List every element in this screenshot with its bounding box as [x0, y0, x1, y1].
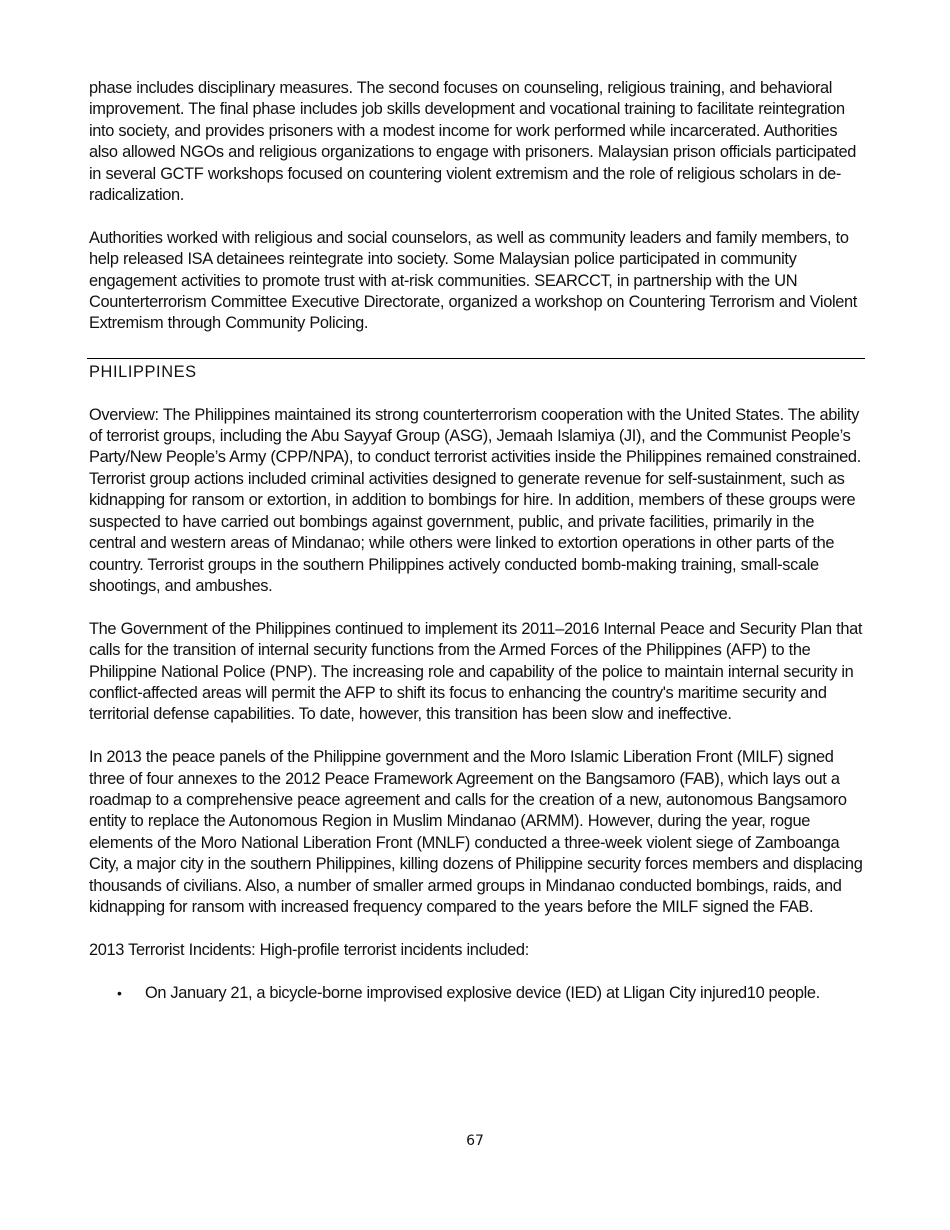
paragraph-spacer: [89, 726, 863, 747]
body-paragraph: In 2013 the peace panels of the Philippine government and the Moro Islamic Liberation Front (MILF) signed three of four annexes to the 2012 Peace Framework Agreement on the Bangsamoro (FAB), which lays out a roadmap to a comprehensive peace agreement and calls for the creation of a new, autonomous Bangsamoro entity to replace the Autonomous Region in Muslim Mindanao (ARMM). However, during the year, rogue elements of the Moro National Liberation Front (MNLF) conducted a three-week violent siege of Zamboanga City, a major city in the southern Philippines, killing dozens of Philippine security forces members and displacing thousands of civilians. Also, a number of smaller armed groups in Mindanao conducted bombings, raids, and kidnapping for ransom with increased frequency compared to the years before the MILF signed the FAB.: [89, 748, 863, 916]
list-item: [89, 983, 863, 1004]
page-number: 67: [466, 1133, 484, 1149]
incidents-intro: 2013 Terrorist Incidents: High-profile terrorist incidents included:: [89, 940, 529, 959]
paragraph-spacer: [89, 383, 863, 404]
bullet-icon: •: [117, 984, 122, 1001]
document-page: [89, 78, 863, 1004]
body-paragraph: Authorities worked with religious and social counselors, as well as community leaders and family members, to help released ISA detainees reintegrate into society. Some Malaysian police participated in community engagement activities to promote trust with at-risk communities. SEARCCT, in partnership with the UN Counterterrorism Committee Executive Directorate, organized a workshop on Countering Terrorism and Violent Extremism through Community Policing.: [89, 228, 858, 333]
section-divider: [87, 358, 865, 359]
paragraph-spacer: [89, 918, 863, 939]
body-paragraph: The Government of the Philippines continued to implement its 2011–2016 Internal Peace and Security Plan that calls for the transition of internal security functions from the Armed Forces of the Philippines (AFP) to the Philippine National Police (PNP). The increasing role and capability of the police to maintain internal security in conflict-affected areas will permit the AFP to shift its focus to enhancing the country's maritime security and territorial defense capabilities. To date, however, this transition has been slow and ineffective.: [89, 619, 863, 724]
incident-list: [89, 983, 863, 1004]
section-heading: PHILIPPINES: [89, 362, 197, 381]
paragraph-spacer: [89, 335, 863, 358]
paragraph-spacer: [89, 961, 863, 982]
body-paragraph: phase includes disciplinary measures. The second focuses on counseling, religious training, and behavioral improvement. The final phase includes job skills development and vocational training to facilitate reintegration into society, and provides prisoners with a modest income for work performed while incarcerated. Authorities also allowed NGOs and religious organizations to engage with prisoners. Malaysian prison officials participated in several GCTF workshops focused on countering violent extremism and the role of religious scholars in de-radicalization.: [89, 79, 857, 205]
paragraph-spacer: [89, 597, 863, 618]
list-item-text: On January 21, a bicycle-borne improvised explosive device (IED) at Lligan City injured10 people.: [145, 983, 820, 1002]
overview-paragraph: Overview: The Philippines maintained its strong counterterrorism cooperation with the United States. The ability of terrorist groups, including the Abu Sayyaf Group (ASG), Jemaah Islamiya (JI), and the Communist People’s Party/New People’s Army (CPP/NPA), to conduct terrorist activities inside the Philippines remained constrained. Terrorist group actions included criminal activities designed to generate revenue for self-sustainment, such as kidnapping for ransom or extortion, in addition to bombings for hire. In addition, members of these groups were suspected to have carried out bombings against government, public, and private facilities, primarily in the central and western areas of Mindanao; while others were linked to extortion operations in other parts of the country. Terrorist groups in the southern Philippines actively conducted bomb-making training, small-scale shootings, and ambushes.: [89, 405, 861, 595]
paragraph-spacer: [89, 206, 863, 227]
